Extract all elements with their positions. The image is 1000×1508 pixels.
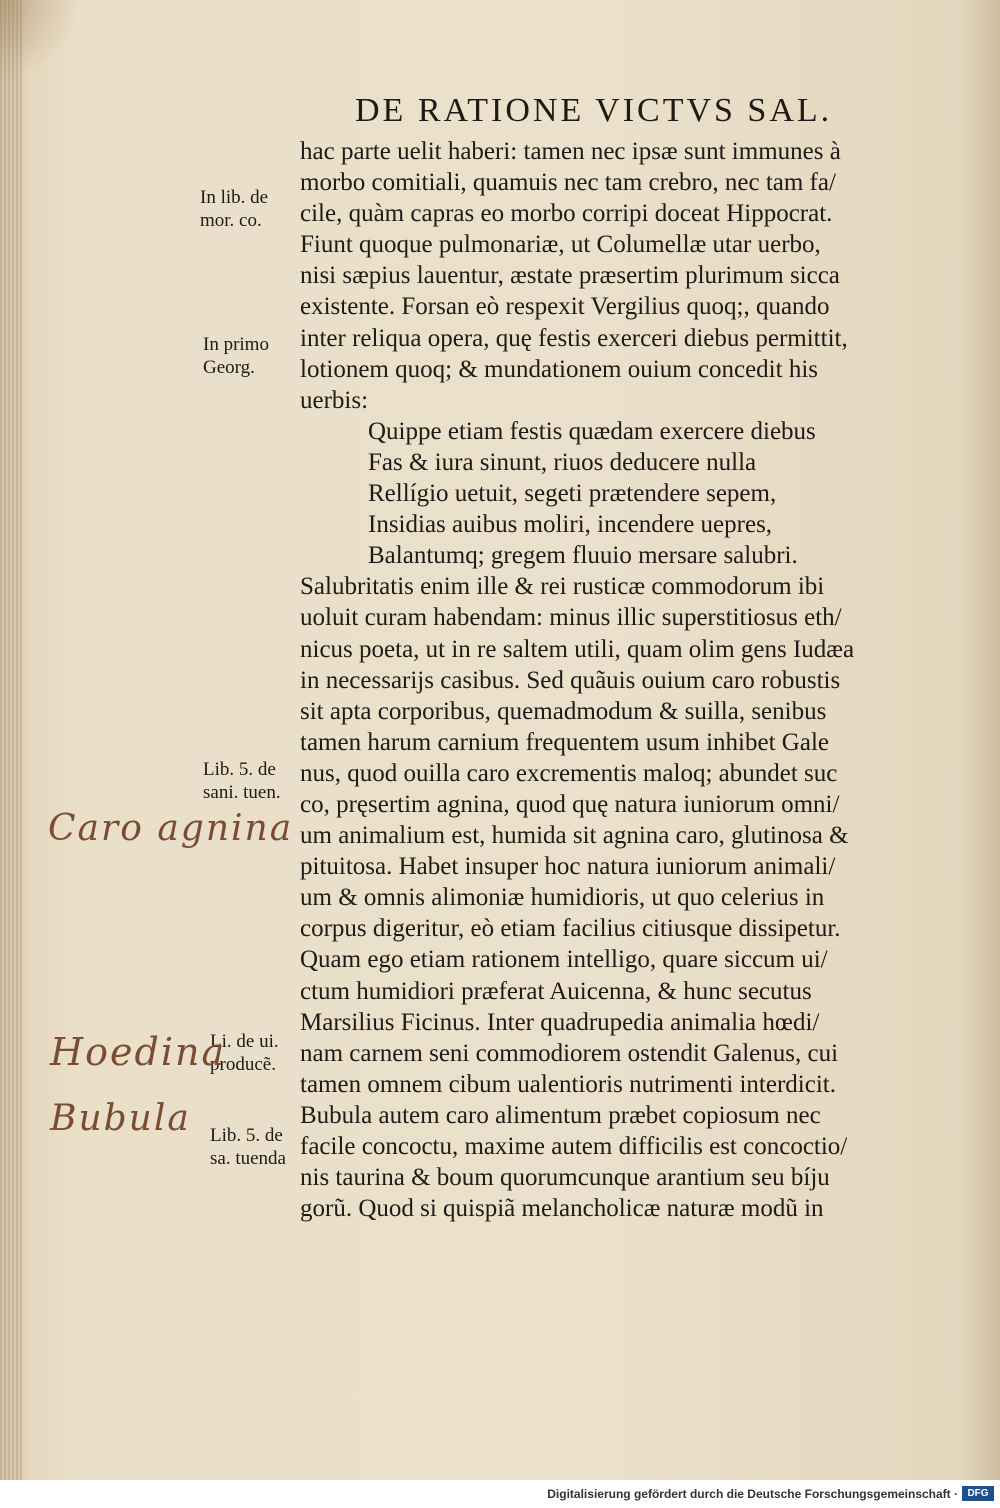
- text-line: nicus poeta, ut in re saltem utili, quam olim gens Iudæa: [300, 635, 855, 663]
- marginal-note-line: mor. co.: [200, 210, 262, 231]
- text-line: nisi sæpius lauentur, æstate præsertim plurimum sicca: [300, 262, 840, 290]
- handwritten-note-caro-agnina: Caro agnina: [48, 808, 294, 849]
- text-line: um animalium est, humida sit agnina caro, glutinosa &: [300, 822, 849, 850]
- marginal-note-1: [200, 186, 268, 232]
- text-line: morbo comitiali, quamuis nec tam crebro, nec tam fa/: [300, 169, 836, 197]
- text-line: uoluit curam habendam: minus illic superstitiosus eth/: [300, 604, 842, 632]
- marginal-note-line: Lib. 5. de: [203, 759, 276, 780]
- marginal-note-line: sa. tuenda: [210, 1148, 286, 1169]
- page-gutter: [0, 0, 22, 1480]
- text-line: tamen harum carnium frequentem usum inhibet Gale: [300, 728, 829, 756]
- marginal-note-2: [203, 333, 269, 379]
- marginal-note-5: [210, 1124, 286, 1170]
- text-line: in necessarijs casibus. Sed quãuis ouium caro robustis: [300, 666, 841, 694]
- text-line: nus, quod ouilla caro excrementis maloq; abundet suc: [300, 759, 838, 787]
- verse-line: Rellígio uetuit, segeti prætendere sepem,: [368, 480, 777, 508]
- body-text: [300, 136, 960, 1224]
- dfg-logo: DFG: [962, 1486, 994, 1501]
- text-line: uerbis:: [300, 386, 369, 414]
- text-line: facile concoctu, maxime autem difficilis est concoctio/: [300, 1133, 848, 1160]
- text-line: lotionem quoq; & mundationem ouium concedit his: [300, 355, 818, 383]
- marginal-note-line: In primo: [203, 334, 269, 355]
- marginal-note-line: Li. de ui.: [210, 1031, 279, 1052]
- text-line: co, pręsertim agnina, quod quę natura iuniorum omni/: [300, 790, 840, 818]
- verse-line: Fas & iura sinunt, riuos deducere nulla: [368, 448, 757, 476]
- verse-line: Quippe etiam festis quædam exercere diebus: [368, 417, 816, 445]
- text-line: Marsilius Ficinus. Inter quadrupedia animalia hœdi/: [300, 1008, 820, 1036]
- marginal-note-3: [203, 758, 281, 804]
- text-line: existente. Forsan eò respexit Vergilius quoq;, quando: [300, 293, 830, 321]
- running-head: DE RATIONE VICTVS SAL.: [355, 92, 833, 129]
- footer-credit: Digitalisierung gefördert durch die Deutsche Forschungsgemeinschaft ·: [547, 1487, 958, 1501]
- text-line: Fiunt quoque pulmonariæ, ut Columellæ utar uerbo,: [300, 231, 821, 259]
- text-line: corpus digeritur, eò etiam facilius citiusque dissipetur.: [300, 915, 841, 943]
- text-line: tamen omnem cibum ualentioris nutrimenti interdicit.: [300, 1070, 836, 1098]
- text-line: sit apta corporibus, quemadmodum & suilla, senibus: [300, 697, 827, 725]
- text-line: hac parte uelit haberi: tamen nec ipsæ sunt immunes à: [300, 138, 841, 165]
- marginal-note-line: Georg.: [203, 357, 255, 378]
- text-line: inter reliqua opera, quę festis exerceri diebus permittit,: [300, 324, 848, 352]
- text-line: gorũ. Quod si quispiã melancholicæ naturæ modũ in: [300, 1195, 824, 1223]
- marginal-note-line: sani. tuen.: [203, 782, 281, 803]
- text-line: nis taurina & boum quorumcunque arantium seu bíju: [300, 1164, 830, 1192]
- text-line: um & omnis alimoniæ humidioris, ut quo celerius in: [300, 884, 825, 912]
- verse-line: Insidias auibus moliri, incendere uepres,: [368, 511, 773, 539]
- text-line: pituitosa. Habet insuper hoc natura iuniorum animali/: [300, 853, 836, 881]
- marginal-note-line: producẽ.: [210, 1054, 276, 1075]
- handwritten-note-hoedina: Hoedina: [50, 1030, 227, 1074]
- text-line: Bubula autem caro alimentum præbet copiosum nec: [300, 1101, 821, 1129]
- text-line: Quam ego etiam rationem intelligo, quare siccum ui/: [300, 946, 828, 974]
- page-stain: [0, 0, 80, 80]
- text-line: cile, quàm capras eo morbo corripi doceat Hippocrat.: [300, 200, 833, 228]
- verse-line: Balantumq; gregem fluuio mersare salubri.: [368, 542, 798, 570]
- text-line: ctum humidiori præferat Auicenna, & hunc secutus: [300, 977, 812, 1005]
- handwritten-note-bubula: Bubula: [50, 1098, 191, 1139]
- text-line: nam carnem seni commodiorem ostendit Galenus, cui: [300, 1039, 839, 1067]
- marginal-note-line: In lib. de: [200, 187, 269, 208]
- marginal-note-line: Lib. 5. de: [210, 1125, 283, 1146]
- text-line: Salubritatis enim ille & rei rusticæ commodorum ibi: [300, 573, 825, 601]
- footer-bar: [0, 1480, 1000, 1508]
